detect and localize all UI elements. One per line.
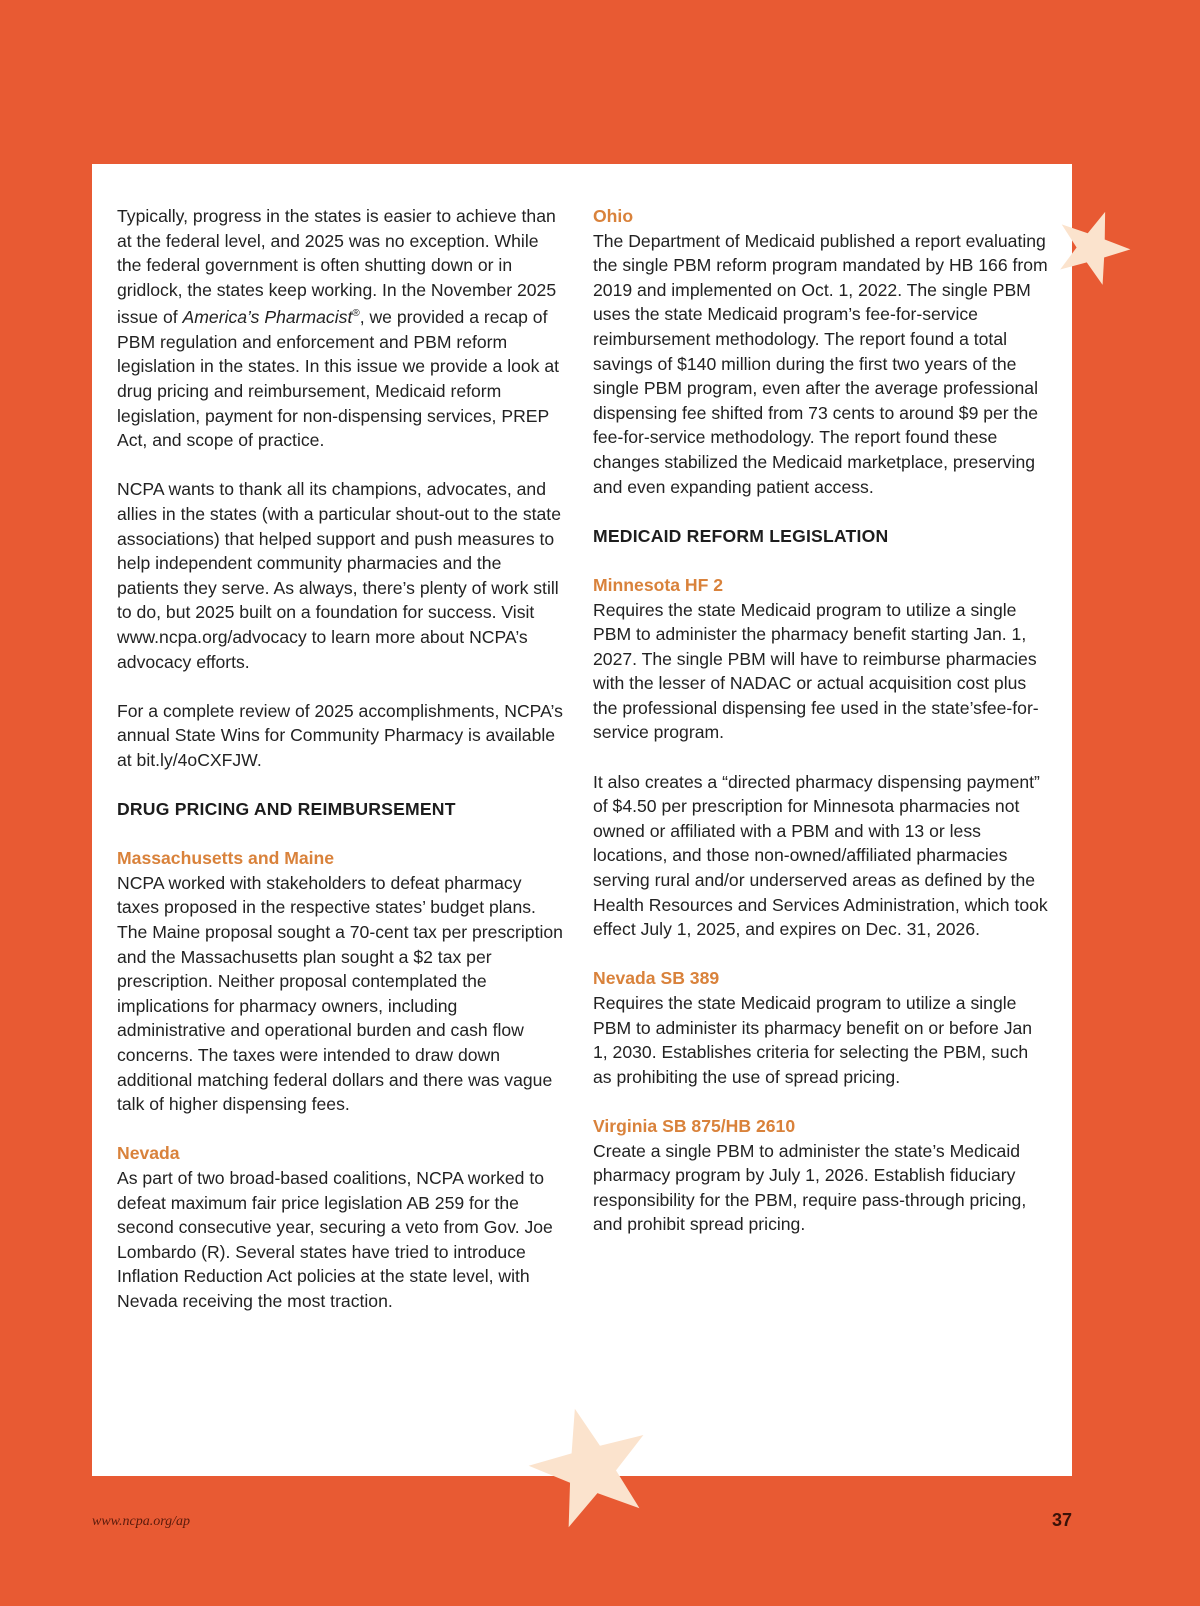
minnesota-block (593, 573, 1048, 745)
section-heading-drug-pricing: DRUG PRICING AND REIMBURSEMENT (117, 799, 456, 820)
nevada-text: As part of two broad-based coalitions, NCPA worked to defeat maximum fair price legislation AB 259 for the second consecutive year, securing a veto from Gov. Joe Lombardo (R). Several states have tried to introduce Inflation Reduction Act policies at the state level, with Nevada receiving the most traction. (117, 1168, 553, 1311)
nevada-block (117, 1141, 567, 1313)
minnesota-text-1: Requires the state Medicaid program to utilize a single PBM to administer the pharmacy benefit starting Jan. 1, 2027. The single PBM will have to reimburse pharmacies with the lesser of NADAC or actual acquisition cost plus the professional dispensing fee used in the state’sfee-for-service program. (593, 599, 1039, 743)
intro-text-1: Typically, progress in the states is easier to achieve than at the federal level, and 2025 was no exception. While the federal government is often shutting down or in gridlock, the states keep working. In the November 2025 issue of (117, 206, 557, 328)
nevada-sb-block (593, 966, 1048, 1089)
left-column (117, 204, 567, 1338)
intro-paragraph (117, 204, 567, 453)
publication-title: America’s Pharmacist (182, 307, 353, 328)
article-panel (92, 164, 1072, 1476)
section-heading-medicaid-reform: MEDICAID REFORM LEGISLATION (593, 525, 889, 546)
page-number: 37 (1051, 1510, 1072, 1530)
subheading-minnesota: Minnesota HF 2 (593, 574, 724, 595)
subheading-massachusetts-maine: Massachusetts and Maine (117, 848, 335, 869)
subheading-ohio: Ohio (593, 206, 634, 226)
subheading-nevada: Nevada (117, 1143, 180, 1164)
right-column (593, 204, 1048, 1262)
ma-me-text: NCPA worked with stakeholders to defeat pharmacy taxes proposed in the respective states’ budget plans. The Maine proposal sought a 70-cent tax per prescription and the Massachusetts plan sought a $2 tax per prescription. Neither proposal contemplated the implications for pharmacy owners, including administrative and operational burden and cash flow concerns. The taxes were intended to draw down additional matching federal dollars and there was vague talk of higher dispensing fees. (117, 872, 563, 1115)
review-paragraph: For a complete review of 2025 accomplishments, NCPA’s annual State Wins for Community Pharmacy is available at bit.ly/4oCXFJW. (117, 700, 563, 770)
minnesota-text-2: It also creates a “directed pharmacy dispensing payment” of $4.50 per prescription for Minnesota pharmacies not owned or affiliated with a PBM and with 13 or less locations, and those non-owned/affiliated pharmacies serving rural and/or underserved areas as defined by the Health Resources and Services Administration, which took effect July 1, 2025, and expires on Dec. 31, 2026. (593, 771, 1048, 940)
virginia-text: Create a single PBM to administer the state’s Medicaid pharmacy program by July 1, 2026. Establish fiduciary responsibility for the PBM, require pass-through pricing, and prohibit spread pricing. (593, 1140, 1027, 1235)
nevada-sb-text: Requires the state Medicaid program to utilize a single PBM to administer its pharmacy benefit on or before Jan 1, 2030. Establishes criteria for selecting the PBM, such as prohibiting the use of spread pricing. (593, 993, 1033, 1087)
registered-mark: ® (352, 308, 360, 320)
footer-url: www.ncpa.org/ap (92, 1514, 191, 1529)
intro-text-2: , we provided a recap of PBM regulation and enforcement and PBM reform legislation in the states. In this issue we provide a look at drug pricing and reimbursement, Medicaid reform legislation, payment for non-dispensing services, PREP Act, and scope of practice. (117, 307, 560, 451)
ohio-text: The Department of Medicaid published a report evaluating the single PBM reform program mandated by HB 166 from 2019 and implemented on Oct. 1, 2022. The single PBM uses the state Medicaid program’s fee-for-service reimbursement methodology. The report found a total savings of $140 million during the first two years of the single PBM program, even after the average professional dispensing fee shifted from 73 cents to around $9 per the fee-for-service methodology. The report found these changes stabilized the Medicaid marketplace, preserving and even expanding patient access. (593, 230, 1048, 497)
virginia-block (593, 1114, 1048, 1237)
subheading-virginia: Virginia SB 875/HB 2610 (593, 1115, 796, 1136)
star-icon (526, 1404, 656, 1534)
subheading-nevada-sb: Nevada SB 389 (593, 968, 720, 989)
star-icon (1052, 208, 1132, 288)
thanks-paragraph: NCPA wants to thank all its champions, advocates, and allies in the states (with a particular shout-out to the state associations) that helped support and push measures to help independent community pharmacies and the patients they serve. As always, there’s plenty of work still to do, but 2025 built on a foundation for success. Visit www.ncpa.org/advocacy to learn more about NCPA’s advocacy efforts. (117, 479, 561, 672)
ma-me-block (117, 846, 567, 1117)
ohio-block (593, 204, 1048, 499)
